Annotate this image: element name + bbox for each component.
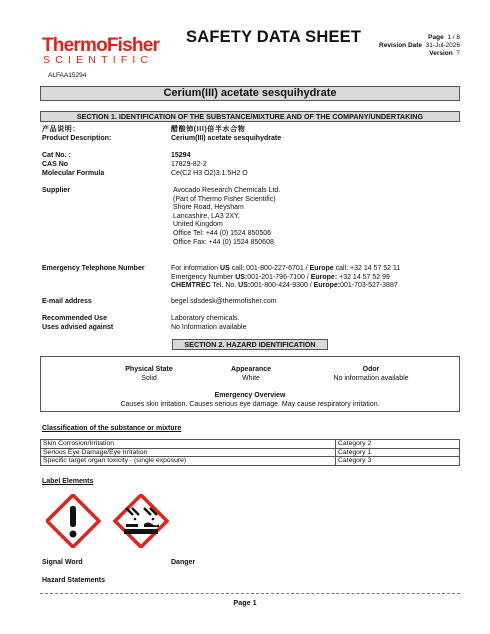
supplier-line: Office Fax: +44 (0) 1524 850608 <box>173 238 274 246</box>
odor-label: Odor <box>362 366 380 373</box>
appearance-label: Appearance <box>230 366 272 373</box>
classification-heading: Classification of the substance or mixture <box>42 425 182 432</box>
recommended-use-label: Recommended Use <box>42 315 107 322</box>
table-row <box>41 457 460 466</box>
emergency-label: Emergency Telephone Number <box>42 265 145 272</box>
text: 001-201-796-7100 / <box>247 273 311 281</box>
odor <box>301 366 441 383</box>
document-meta <box>379 34 460 59</box>
email-label: E-mail address <box>42 298 92 305</box>
page-value: 1 / 8 <box>447 34 460 41</box>
cas-label: CAS No <box>42 161 69 168</box>
emergency-line-2 <box>171 274 400 283</box>
pictogram-strip <box>46 494 176 548</box>
supplier-line: Office Tel: +44 (0) 1524 850506 <box>173 229 272 237</box>
product-title: Cerium(III) acetate sesquihydrate <box>40 86 460 101</box>
email-value[interactable]: begel.sdsdesk@thermofisher.com <box>171 298 277 305</box>
recommended-use-value: Laboratory chemicals. <box>171 315 240 322</box>
label-elements-heading: Label Elements <box>42 478 94 485</box>
hazard-statements-label: Hazard Statements <box>42 577 106 584</box>
formula-value: Ce(C2 H3 O2)3.1.5H2 O <box>171 170 248 177</box>
emergency-numbers <box>171 265 400 291</box>
supplier-line: Avocado Research Chemicals Ltd. <box>173 187 281 194</box>
footer-page-number: Page 1 <box>233 598 257 607</box>
emergency-overview <box>41 392 459 409</box>
supplier-line: Lancashire, LA3 2XY, <box>173 212 240 220</box>
category-cell: Category 1 <box>336 448 460 457</box>
product-code: ALFAA15294 <box>48 72 87 79</box>
text: CHEMTREC <box>171 282 211 290</box>
uses-advised-against-label: Uses advised against <box>42 324 114 331</box>
supplier-line: United Kingdom <box>173 221 223 229</box>
text: Europe: <box>313 282 341 290</box>
text: Emergency Number <box>171 273 236 281</box>
cas-value: 17829-82-2 <box>171 161 207 168</box>
physical-state-label: Physical State <box>125 366 173 373</box>
logo-tagline: SCIENTIFIC <box>43 54 154 66</box>
document-title: SAFETY DATA SHEET <box>186 28 362 46</box>
text: US <box>220 265 230 272</box>
emergency-overview-text: Causes skin irritation. Causes serious eye damage. May cause respiratory irritation. <box>120 400 380 408</box>
exclamation-mark-pictogram-icon <box>47 495 99 547</box>
version-value: 7 <box>456 50 460 58</box>
text: 001-800-424-9300 / <box>250 282 314 290</box>
odor-value: No information available <box>333 374 409 382</box>
ghs-pictograms <box>46 494 176 548</box>
hazard-cell: Specific target organ toxicity - (single exposure) <box>41 457 336 466</box>
hazard-overview-box <box>40 356 460 412</box>
footer-divider <box>40 593 460 594</box>
supplier-label: Supplier <box>42 187 71 194</box>
section-2-header: SECTION 2. HAZARD IDENTIFICATION <box>172 339 328 350</box>
text: call: +32 14 57 52 11 <box>333 265 401 272</box>
signal-word-value: Danger <box>171 559 196 566</box>
table-row <box>41 448 460 457</box>
supplier-line: Shore Road, Heysham <box>173 204 244 212</box>
uses-advised-against-value: No Information available <box>171 324 247 331</box>
supplier-address <box>173 187 280 247</box>
hazard-cell: Serious Eye Damage/Eye Irritation <box>41 448 336 457</box>
appearance-value: White <box>242 374 260 382</box>
text: Tel. No. <box>210 282 239 290</box>
text: 001-703-527-3887 <box>340 282 398 290</box>
category-cell: Category 3 <box>336 457 460 466</box>
physical-state-value: Solid <box>141 374 157 382</box>
section-1-header: SECTION 1. IDENTIFICATION OF THE SUBSTANCE/MIXTURE AND OF THE COMPANY/UNDERTAKING <box>40 111 460 122</box>
page-label: Page <box>428 34 444 41</box>
thermofisher-logo <box>42 36 159 66</box>
table-row <box>41 440 460 449</box>
category-cell: Category 2 <box>336 440 460 449</box>
text: Europe <box>309 265 334 272</box>
text: US: <box>235 273 248 281</box>
cn-description-label: 产品说明： <box>42 126 80 133</box>
product-description-value: Cerium(III) acetate sesquihydrate <box>171 135 282 142</box>
text: For information <box>171 265 221 272</box>
signal-word-label: Signal Word <box>42 559 83 566</box>
classification-table <box>40 439 460 466</box>
revision-date-value: 31-Jul-2026 <box>425 42 460 50</box>
emergency-line-1 <box>171 265 400 274</box>
appearance <box>181 366 321 383</box>
corrosion-pictogram-icon <box>115 495 167 547</box>
emergency-line-3 <box>171 282 400 291</box>
logo-wordmark: ThermoFisher <box>42 35 160 56</box>
product-description-label: Product Description: <box>42 135 112 142</box>
version-label: Version <box>429 50 453 58</box>
formula-label: Molecular Formula <box>42 170 105 177</box>
text: US: <box>238 282 251 290</box>
hazard-cell: Skin Corrosion/Irritation <box>41 440 336 449</box>
cn-description-value: 醋酸铈(III)倍半水合物 <box>171 126 246 133</box>
text: +32 14 57 52 99 <box>337 273 390 281</box>
emergency-overview-label: Emergency Overview <box>214 392 286 399</box>
text: call: 001-800-227-6701 / <box>229 265 310 272</box>
text: Europe: <box>310 273 338 281</box>
supplier-line: (Part of Thermo Fisher Scientific) <box>173 195 276 203</box>
cat-no-label: Cat No. : <box>42 152 71 159</box>
revision-date-label: Revision Date <box>379 42 423 50</box>
cat-no-value: 15294 <box>171 152 191 159</box>
